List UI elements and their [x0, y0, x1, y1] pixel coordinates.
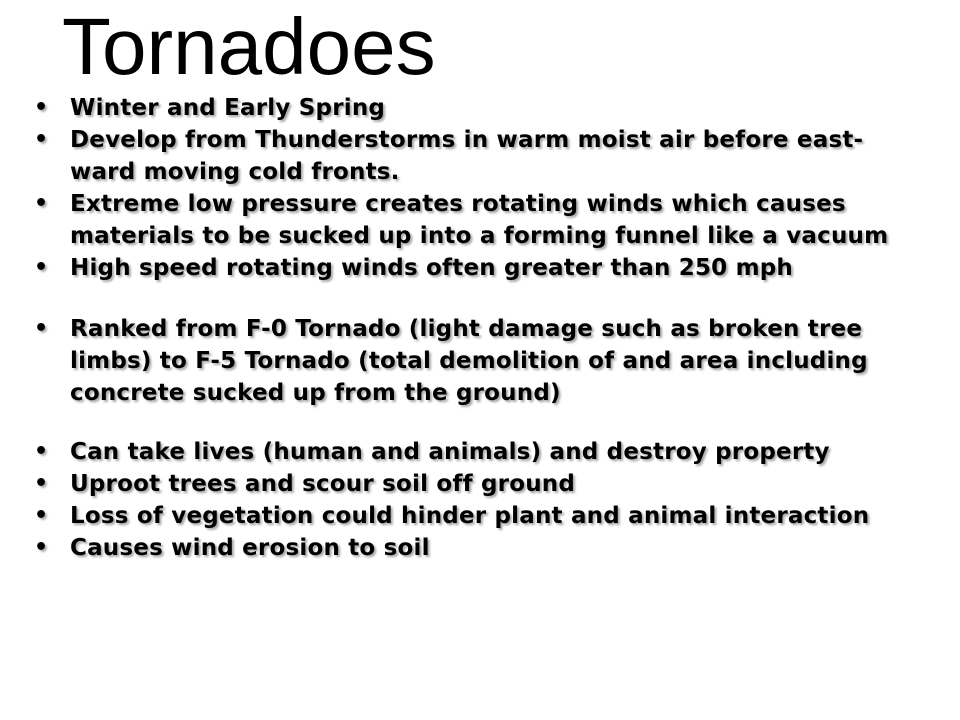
bullet-item	[28, 188, 928, 252]
bullet-item	[28, 500, 928, 532]
bullet-item	[28, 436, 928, 468]
bullet-item	[28, 313, 928, 409]
bullet-text: High speed rotating winds often greater than 250 mph	[70, 255, 793, 281]
bullet-text: Uproot trees and scour soil off ground	[70, 471, 576, 497]
bullet-text: Causes wind erosion to soil	[70, 535, 430, 561]
bullet-icon: •	[34, 316, 49, 341]
list-spacer	[28, 284, 928, 313]
slide-title: Tornadoes	[62, 2, 436, 91]
bullet-icon: •	[34, 503, 49, 528]
bullet-item	[28, 532, 928, 564]
bullet-list	[28, 92, 928, 564]
bullet-item	[28, 252, 928, 284]
bullet-icon: •	[34, 127, 49, 152]
bullet-icon: •	[34, 535, 49, 560]
bullet-text: Develop from Thunderstorms in warm moist air before east-ward moving cold fronts.	[70, 127, 864, 185]
bullet-icon: •	[34, 471, 49, 496]
bullet-icon: •	[34, 191, 49, 216]
bullet-item	[28, 92, 928, 124]
bullet-item	[28, 468, 928, 500]
bullet-text: Can take lives (human and animals) and destroy property	[70, 439, 830, 465]
bullet-text: Loss of vegetation could hinder plant and animal interaction	[70, 503, 870, 529]
bullet-text: Winter and Early Spring	[70, 95, 386, 121]
bullet-text: Extreme low pressure creates rotating winds which causes materials to be sucked up into a forming funnel like a vacuum	[70, 191, 889, 249]
bullet-text: Ranked from F-0 Tornado (light damage such as broken tree limbs) to F-5 Tornado (total demolition of and area including concrete sucked up from the ground)	[70, 316, 868, 406]
bullet-icon: •	[34, 439, 49, 464]
bullet-icon: •	[34, 255, 49, 280]
bullet-item	[28, 124, 928, 188]
list-spacer	[28, 409, 928, 436]
bullet-icon: •	[34, 95, 49, 120]
